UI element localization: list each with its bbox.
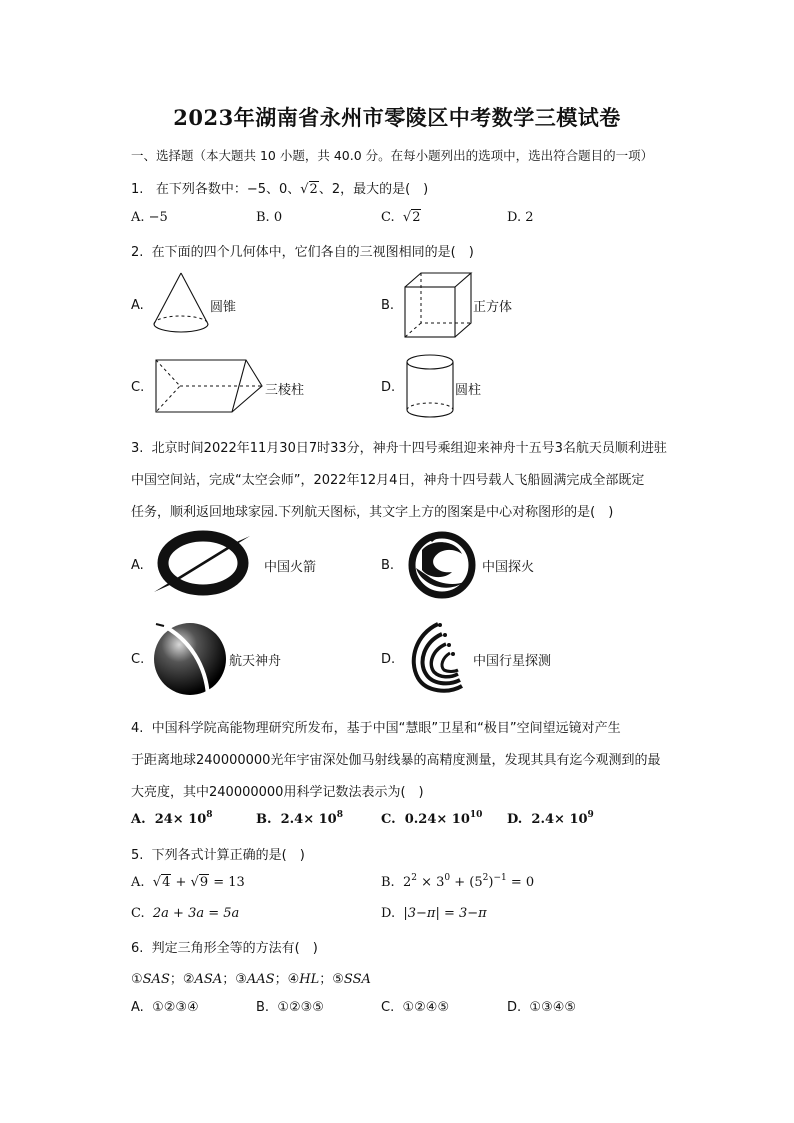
- q4-option-d[interactable]: D. $2.4\times 10^9$: [507, 810, 594, 827]
- question-3-line-3: 任务，顺利返回地球家园.下列航天图标，其文字上方的图案是中心对称图形的是( ): [131, 505, 614, 520]
- q2-label-cube: 正方体: [473, 300, 513, 315]
- q1-number: 1.: [131, 182, 144, 197]
- q4-number: 4.: [131, 721, 144, 736]
- question-5: 5. 下列各式计算正确的是( ): [131, 848, 305, 863]
- q2-option-b-letter[interactable]: B.: [381, 298, 395, 313]
- q2-label-prism: 三棱柱: [265, 383, 305, 398]
- q3-label-rocket: 中国火箭: [264, 560, 317, 575]
- mars-exploration-logo-icon: [404, 530, 480, 600]
- question-3-line-1: 3. 北京时间2022年11月30日7时33分，神舟十四号乘组迎来神舟十五号3名航天员顺利进驻: [131, 441, 667, 456]
- q1-option-c[interactable]: C. √2: [381, 210, 421, 225]
- q1-option-d[interactable]: D. 2: [507, 210, 534, 225]
- question-2: [131, 241, 474, 260]
- q5-number: 5.: [131, 848, 144, 863]
- q4-option-a[interactable]: A. $24\times 10^8$: [131, 810, 213, 827]
- q3-number: 3.: [131, 441, 144, 456]
- q3-label-mars: 中国探火: [482, 560, 535, 575]
- q1-stem-a: 在下列各数中：−5、0、: [155, 182, 301, 197]
- q5-option-c[interactable]: C. 2a + 3a = 5a: [131, 906, 240, 921]
- cube-figure: [402, 270, 474, 340]
- question-1: [131, 178, 428, 197]
- q6-option-a[interactable]: A. ①②③④: [131, 1000, 199, 1015]
- q6-number: 6.: [131, 941, 144, 956]
- q5-option-b[interactable]: B. $2^2 \times 3^0 + (5^2)^{-1} = 0$: [381, 873, 535, 890]
- china-rocket-logo-icon: [150, 526, 255, 598]
- q6-option-b[interactable]: B. ①②③⑤: [256, 1000, 324, 1015]
- q2-option-d-letter[interactable]: D.: [381, 380, 396, 395]
- cone-figure: [150, 270, 212, 336]
- cylinder-figure: [404, 352, 456, 422]
- q1-option-b[interactable]: B. 0: [256, 210, 283, 225]
- planetary-exploration-logo-icon: [404, 620, 470, 696]
- q4-option-c[interactable]: C. $0.24\times 10^{10}$: [381, 810, 483, 827]
- q3-option-c-letter[interactable]: C.: [131, 652, 145, 667]
- q3-option-d-letter[interactable]: D.: [381, 652, 396, 667]
- q2-option-c-letter[interactable]: C.: [131, 380, 145, 395]
- question-4-line-2: 于距离地球240000000光年宇宙深处伽马射线暴的高精度测量，发现其具有迄今观测到的最: [131, 753, 661, 768]
- triangular-prism-figure: [152, 356, 266, 416]
- q2-label-cone: 圆锥: [210, 300, 237, 315]
- q4-option-b[interactable]: B. $2.4\times 10^8$: [256, 810, 343, 827]
- q3-option-a-letter[interactable]: A.: [131, 558, 144, 573]
- q6-methods-list: ①SAS；②ASA；③AAS；④HL；⑤SSA: [131, 972, 371, 987]
- q3-label-shenzhou: 航天神舟: [229, 654, 282, 669]
- q5-option-d[interactable]: D. |3−π| = 3−π: [381, 906, 487, 921]
- q1-option-a[interactable]: A. −5: [131, 210, 168, 225]
- q3-option-b-letter[interactable]: B.: [381, 558, 395, 573]
- page-title: 2023年湖南省永州市零陵区中考数学三模试卷: [173, 105, 621, 130]
- q2-option-a-letter[interactable]: A.: [131, 298, 144, 313]
- shenzhou-logo-icon: [150, 618, 230, 698]
- question-4-line-3: 大亮度，其中240000000用科学记数法表示为( ): [131, 785, 424, 800]
- q5-option-a[interactable]: A. √4 + √9 = 13: [131, 875, 245, 890]
- q2-number: 2.: [131, 245, 144, 260]
- q2-label-cylinder: 圆柱: [455, 383, 482, 398]
- q1-stem-b: 、2，最大的是( ): [318, 182, 429, 197]
- sqrt-2: √2: [300, 182, 318, 197]
- q6-option-c[interactable]: C. ①②④⑤: [381, 1000, 450, 1015]
- q6-option-d[interactable]: D. ①③④⑤: [507, 1000, 577, 1015]
- q2-stem: 在下面的四个几何体中，它们各自的三视图相同的是( ): [151, 245, 474, 260]
- question-3-line-2: 中国空间站，完成“太空会师”，2022年12月4日，神舟十四号载人飞船圆满完成全部既定: [131, 473, 645, 488]
- question-6: 6. 判定三角形全等的方法有( ): [131, 941, 318, 956]
- section-heading: 一、选择题（本大题共 10 小题，共 40.0 分。在每小题列出的选项中，选出符合题目的一项）: [131, 148, 654, 163]
- q3-label-planetary: 中国行星探测: [473, 654, 552, 669]
- question-4-line-1: 4. 中国科学院高能物理研究所发布，基于中国“慧眼”卫星和“极目”空间望远镜对产生: [131, 721, 621, 736]
